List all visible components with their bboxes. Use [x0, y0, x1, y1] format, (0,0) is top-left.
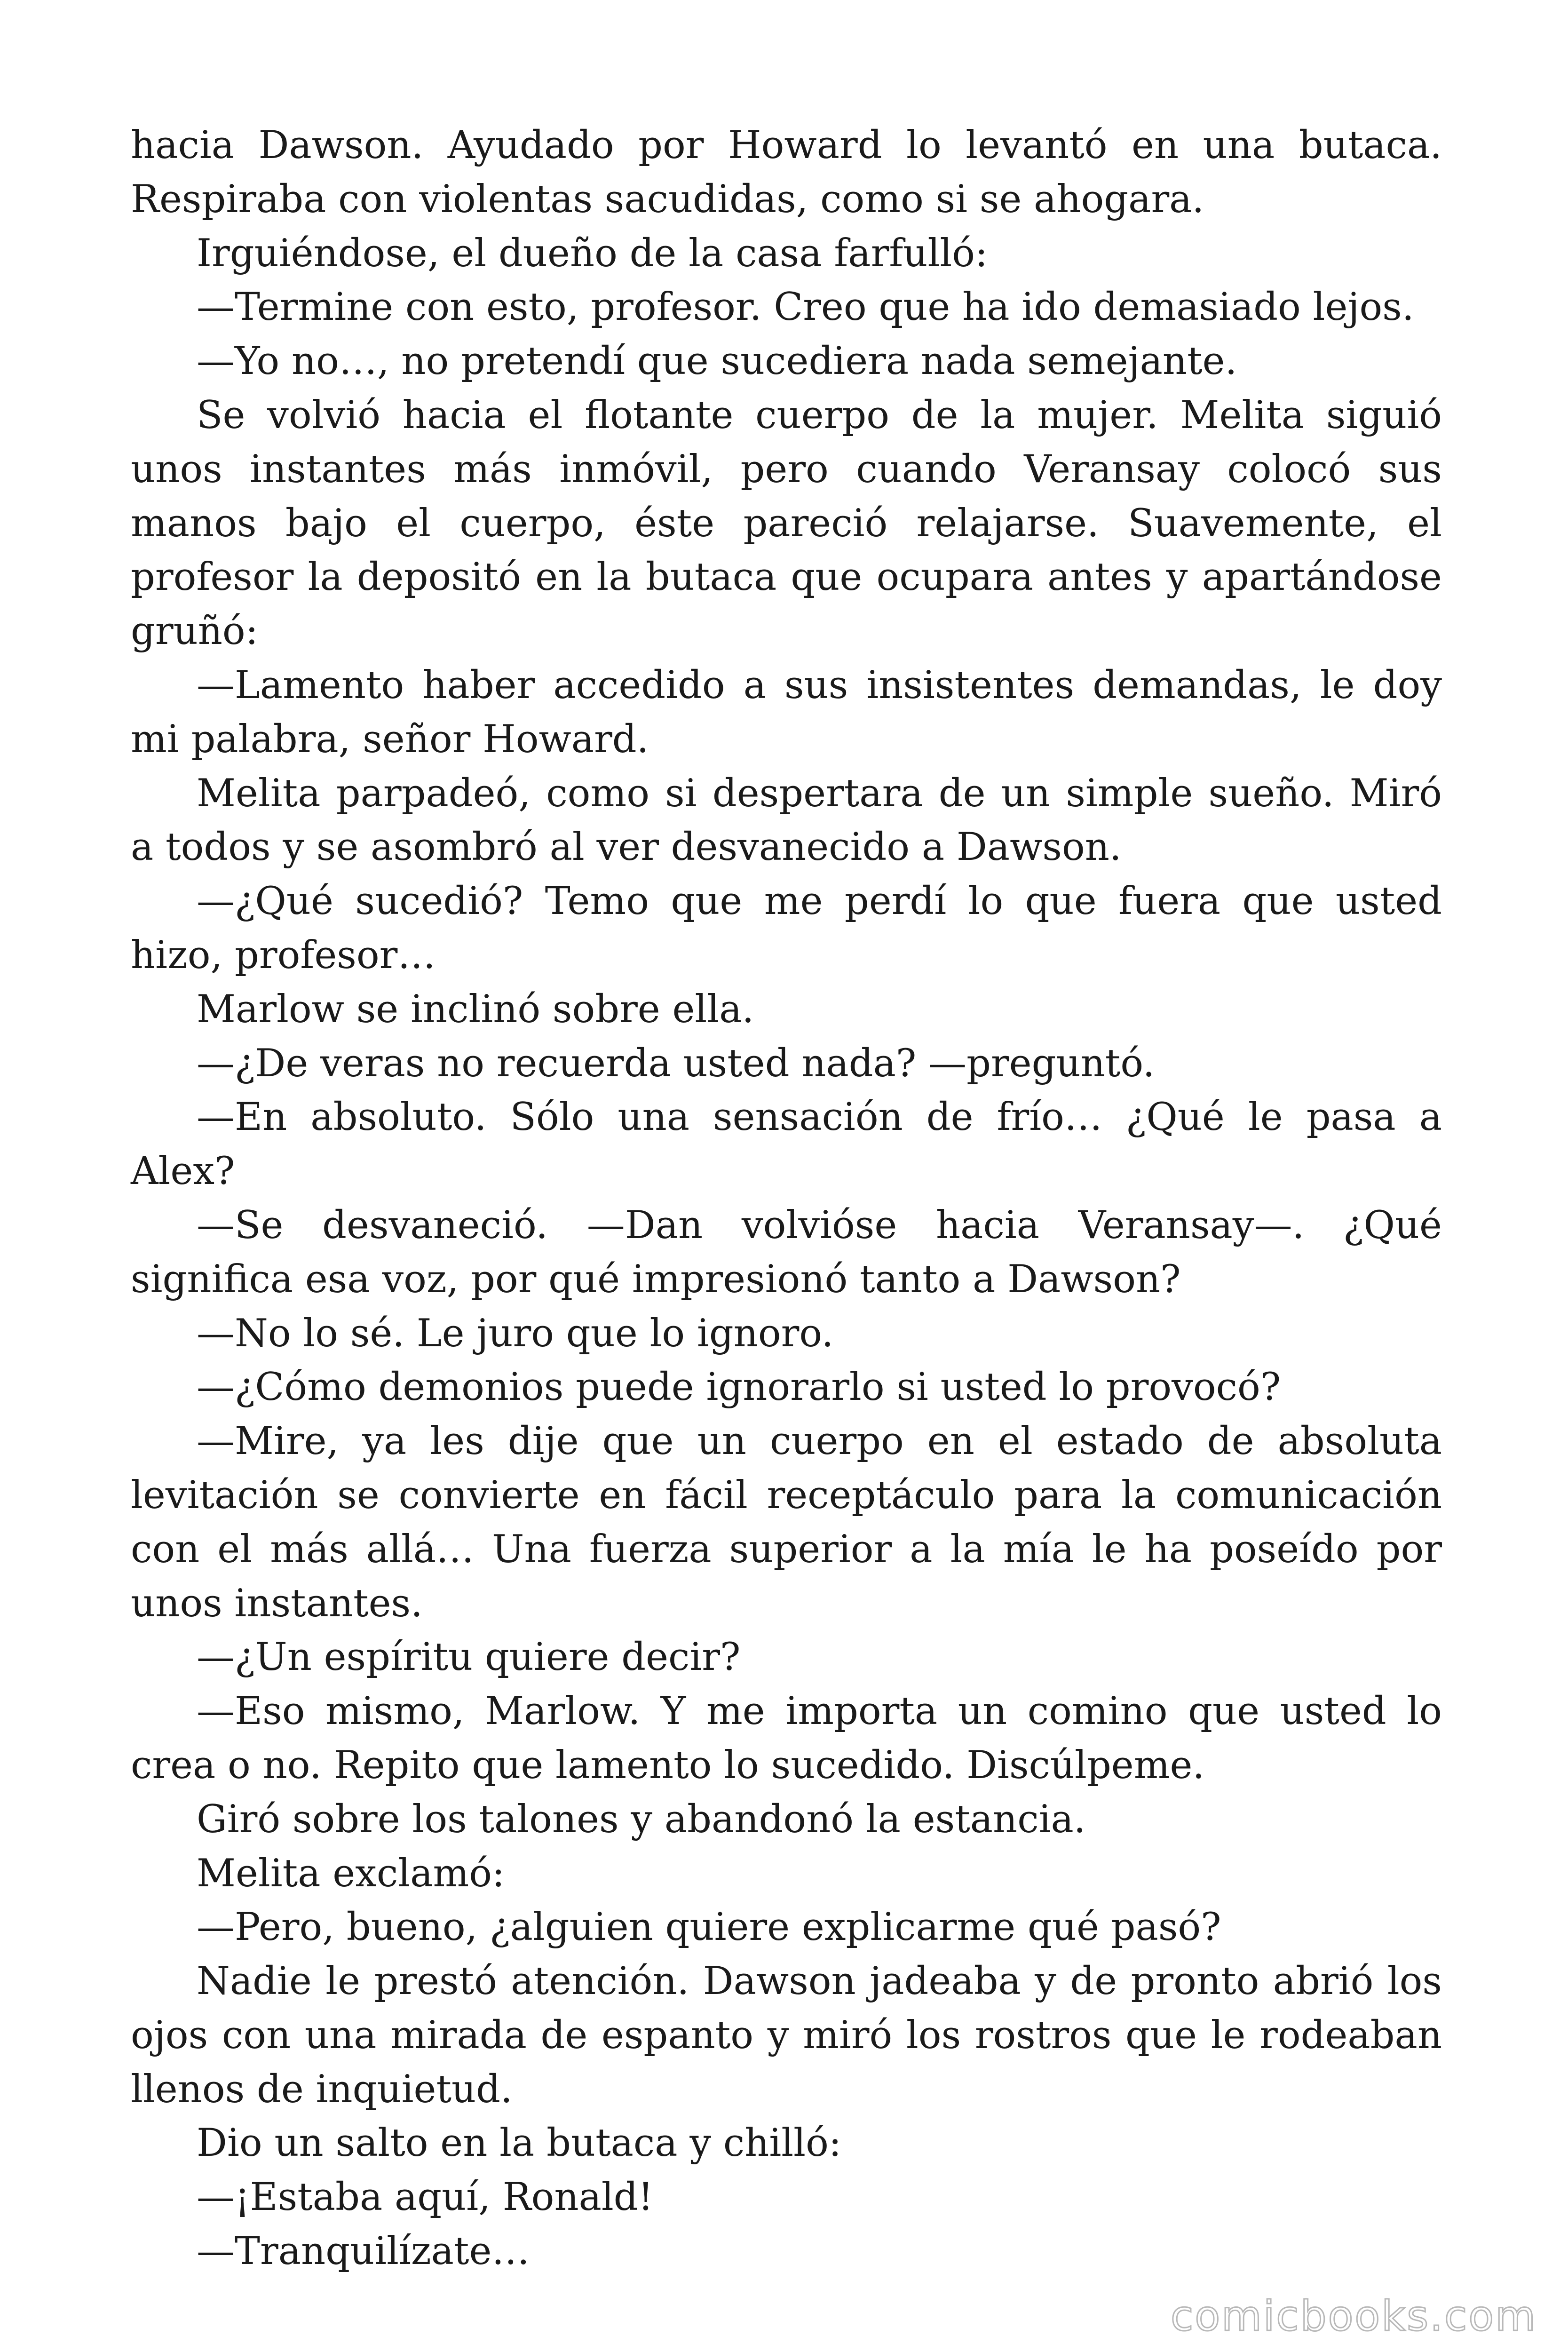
- paragraph: —Tranquilízate…: [197, 2229, 530, 2274]
- paragraph: Irguiéndose, el dueño de la casa farfulló:: [197, 231, 988, 276]
- watermark-logo: comicbooks.com: [1170, 2292, 1537, 2340]
- paragraph: —Lamento haber accedido a sus insistentes demandas, le doy mi palabra, señor Howard.: [131, 663, 1442, 762]
- paragraph: —Yo no…, no pretendí que sucediera nada semejante.: [197, 339, 1237, 384]
- paragraph: Dio un salto en la butaca y chilló:: [197, 2121, 842, 2166]
- paragraph: Melita parpadeó, como si despertara de un simple sueño. Miró a todos y se asombró al ver desvanecido a Dawson.: [131, 771, 1442, 870]
- paragraph-continuation: hacia Dawson. Ayudado por Howard lo levantó en una butaca. Respiraba con violentas sacudidas, como si se ahogara.: [131, 123, 1442, 222]
- page-text: [131, 119, 1442, 2279]
- paragraph: —Se desvaneció. —Dan volvióse hacia Veransay—. ¿Qué significa esa voz, por qué impresionó tanto a Dawson?: [131, 1203, 1442, 1302]
- paragraph: —¿Cómo demonios puede ignorarlo si usted lo provocó?: [197, 1365, 1281, 1410]
- paragraph: —¿Un espíritu quiere decir?: [197, 1635, 741, 1680]
- paragraph: —Pero, bueno, ¿alguien quiere explicarme qué pasó?: [197, 1905, 1221, 1950]
- paragraph: —Eso mismo, Marlow. Y me importa un comino que usted lo crea o no. Repito que lamento lo sucedido. Discúlpeme.: [131, 1689, 1442, 1788]
- paragraph: —No lo sé. Le juro que lo ignoro.: [197, 1311, 834, 1356]
- paragraph: Marlow se inclinó sobre ella.: [197, 987, 754, 1032]
- paragraph: Melita exclamó:: [197, 1851, 505, 1896]
- paragraph: —En absoluto. Sólo una sensación de frío… ¿Qué le pasa a Alex?: [131, 1095, 1442, 1194]
- paragraph: Nadie le prestó atención. Dawson jadeaba y de pronto abrió los ojos con una mirada de espanto y miró los rostros que le rodeaban llenos de inquietud.: [131, 1959, 1442, 2112]
- paragraph: Giró sobre los talones y abandonó la estancia.: [197, 1797, 1086, 1842]
- paragraph: —Mire, ya les dije que un cuerpo en el estado de absoluta levitación se convierte en fácil receptáculo para la comunicación con el más allá… Una fuerza superior a la mía le ha poseído por unos instantes.: [131, 1419, 1442, 1626]
- paragraph: —Termine con esto, profesor. Creo que ha ido demasiado lejos.: [197, 285, 1414, 330]
- paragraph: Se volvió hacia el flotante cuerpo de la mujer. Melita siguió unos instantes más inmóvil, pero cuando Veransay colocó sus manos bajo el cuerpo, éste pareció relajarse. Suavemente, el profesor la depositó en la butaca que ocupara antes y apartándose gruñó:: [131, 393, 1442, 654]
- paragraph: —¿De veras no recuerda usted nada? —preguntó.: [197, 1041, 1155, 1086]
- paragraph: —¡Estaba aquí, Ronald!: [197, 2175, 654, 2220]
- paragraph: —¿Qué sucedió? Temo que me perdí lo que fuera que usted hizo, profesor…: [131, 879, 1442, 977]
